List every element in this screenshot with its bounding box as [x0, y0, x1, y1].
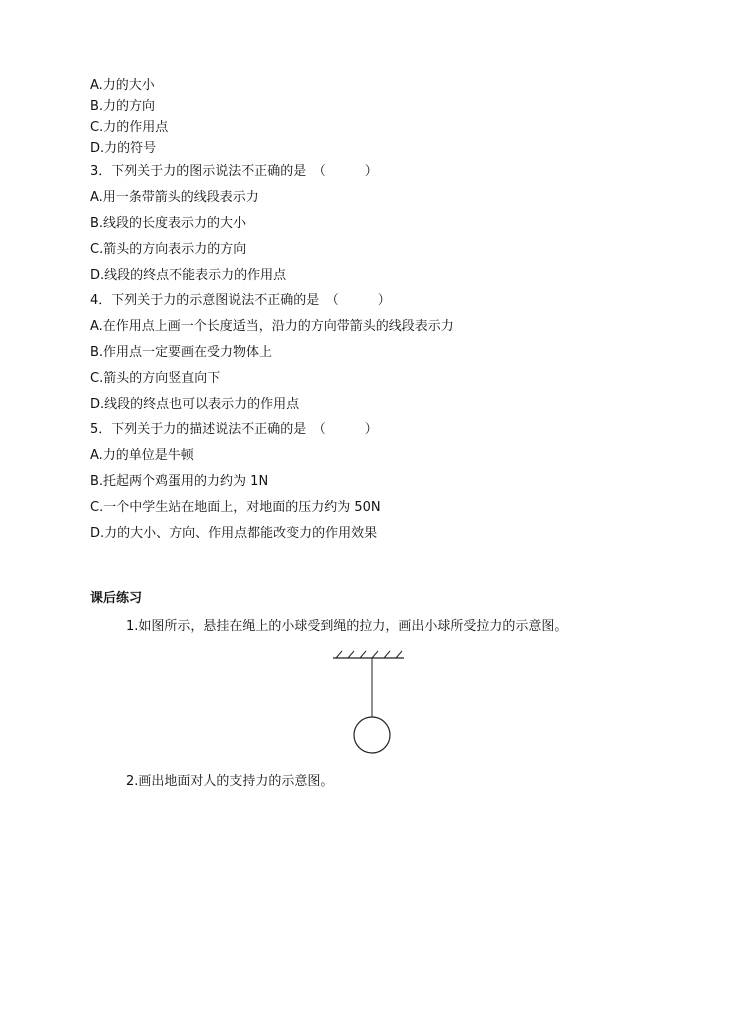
option-c: C.箭头的方向竖直向下: [90, 371, 221, 386]
question-stem: 4．下列关于力的示意图说法不正确的是 （ ）: [90, 293, 391, 308]
option-d: D.力的符号: [90, 141, 157, 156]
option-c: C.力的作用点: [90, 120, 169, 135]
homework-item-1: 1.如图所示，悬挂在绳上的小球受到绳的拉力，画出小球所受拉力的示意图。: [126, 619, 568, 634]
ball: [354, 717, 390, 753]
homework-item-2: 2.画出地面对人的支持力的示意图。: [126, 774, 334, 789]
question-stem: 5．下列关于力的描述说法不正确的是 （ ）: [90, 422, 378, 437]
option-b: B.作用点一定要画在受力物体上: [90, 345, 273, 360]
question-stem: 3．下列关于力的图示说法不正确的是 （ ）: [90, 164, 378, 179]
option-d: D.线段的终点也可以表示力的作用点: [90, 397, 300, 412]
option-a: A.在作用点上画一个长度适当，沿力的方向带箭头的线段表示力: [90, 319, 454, 334]
option-d: D.力的大小、方向、作用点都能改变力的作用效果: [90, 526, 378, 541]
option-b: B.力的方向: [90, 99, 156, 114]
option-c: C.箭头的方向表示力的方向: [90, 242, 247, 257]
option-a: A.力的单位是牛顿: [90, 448, 194, 463]
section-title: 课后练习: [90, 591, 143, 606]
option-b: B.线段的长度表示力的大小: [90, 216, 247, 231]
pendulum-figure: [328, 648, 418, 760]
ceiling-support: [333, 651, 404, 658]
option-c: C.一个中学生站在地面上，对地面的压力约为 50N: [90, 500, 381, 515]
option-b: B.托起两个鸡蛋用的力约为 1N: [90, 474, 269, 489]
option-a: A.用一条带箭头的线段表示力: [90, 190, 259, 205]
option-d: D.线段的终点不能表示力的作用点: [90, 268, 287, 283]
option-a: A.力的大小: [90, 78, 155, 93]
